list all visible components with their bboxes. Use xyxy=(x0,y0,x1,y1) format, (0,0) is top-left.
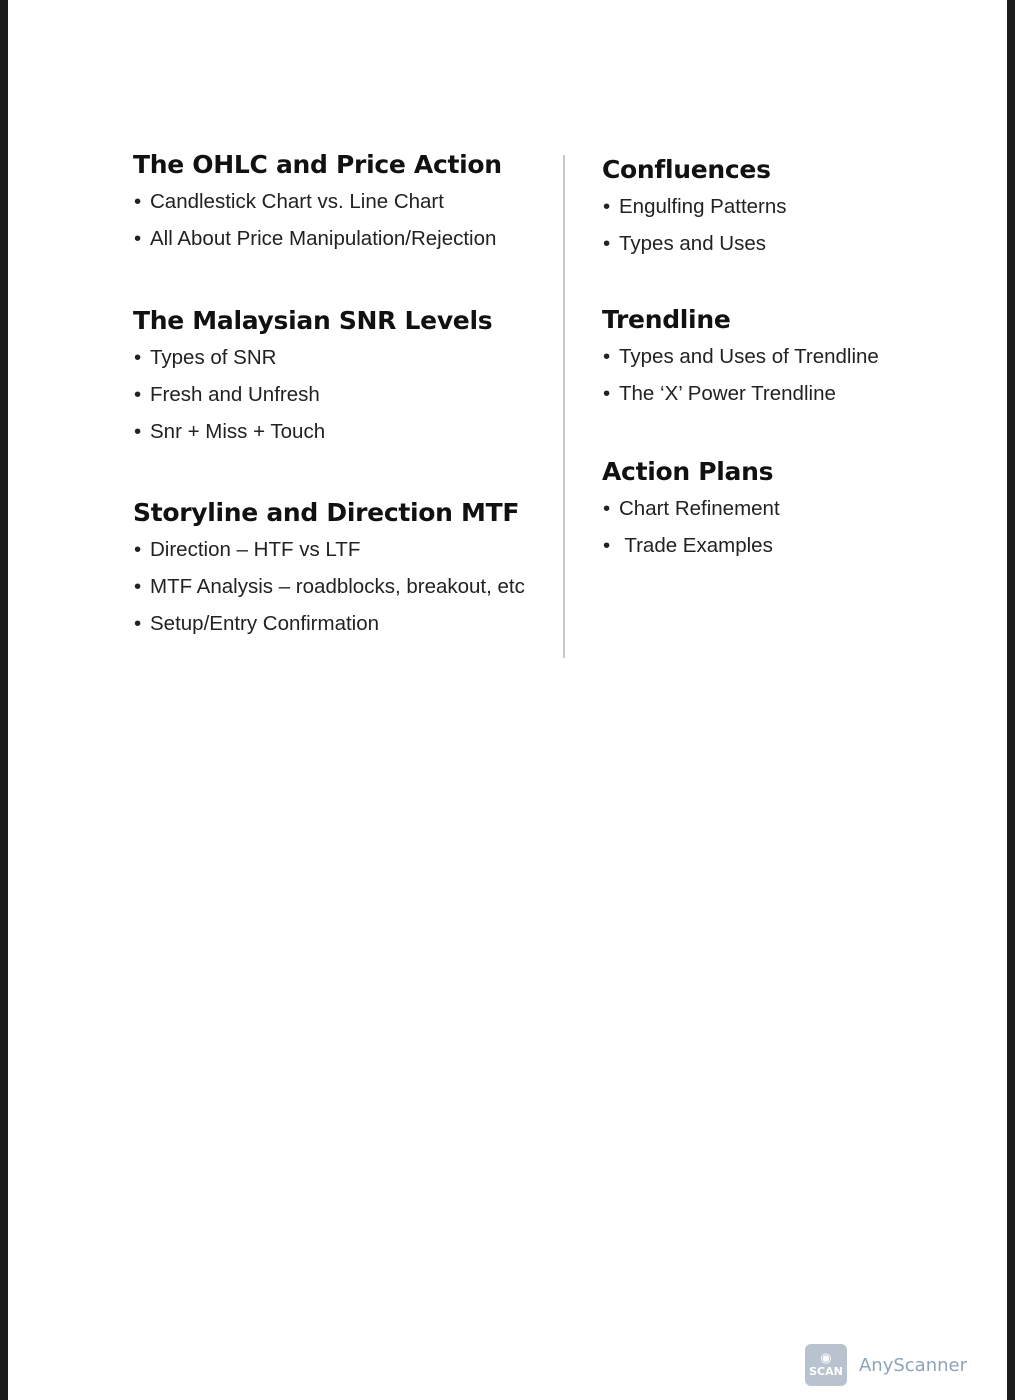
section-storyline xyxy=(133,498,525,642)
bullet-list xyxy=(602,338,879,412)
list-item: • Types of SNR xyxy=(133,339,492,376)
bullet-list xyxy=(133,183,502,257)
bullet-list xyxy=(133,531,525,642)
list-item: • Types and Uses xyxy=(602,225,787,262)
list-item: • Snr + Miss + Touch xyxy=(133,413,492,450)
bullet-list xyxy=(133,339,492,450)
section-snr xyxy=(133,306,492,450)
list-item: • Types and Uses of Trendline xyxy=(602,338,879,375)
list-item: • Direction – HTF vs LTF xyxy=(133,531,525,568)
list-item: • Fresh and Unfresh xyxy=(133,376,492,413)
list-item: • Candlestick Chart vs. Line Chart xyxy=(133,183,502,220)
bullet-list xyxy=(602,490,780,564)
list-item: • MTF Analysis – roadblocks, breakout, etc xyxy=(133,568,525,605)
section-heading: The OHLC and Price Action xyxy=(133,150,502,179)
list-item: • Trade Examples xyxy=(602,527,780,564)
section-heading: The Malaysian SNR Levels xyxy=(133,306,493,335)
document-page xyxy=(8,0,1007,1400)
section-heading: Storyline and Direction MTF xyxy=(133,498,520,527)
list-item: • Setup/Entry Confirmation xyxy=(133,605,525,642)
list-item: • Engulfing Patterns xyxy=(602,188,787,225)
section-trendline xyxy=(602,305,879,412)
scan-logo-icon: ◉ SCAN xyxy=(805,1344,847,1386)
anyscanner-watermark xyxy=(805,1344,967,1386)
list-item: • Chart Refinement xyxy=(602,490,780,527)
section-ohlc xyxy=(133,150,502,257)
bullet-list xyxy=(602,188,787,262)
section-heading: Trendline xyxy=(602,305,731,334)
watermark-brand: AnyScanner xyxy=(858,1354,967,1376)
section-action-plans xyxy=(602,457,780,564)
section-heading: Confluences xyxy=(602,155,771,184)
list-item: • All About Price Manipulation/Rejection xyxy=(133,220,502,257)
column-divider xyxy=(563,155,565,658)
section-heading: Action Plans xyxy=(602,457,774,486)
scan-logo-text: SCAN xyxy=(809,1364,843,1378)
list-item: • The ‘X’ Power Trendline xyxy=(602,375,879,412)
section-confluences xyxy=(602,155,787,262)
